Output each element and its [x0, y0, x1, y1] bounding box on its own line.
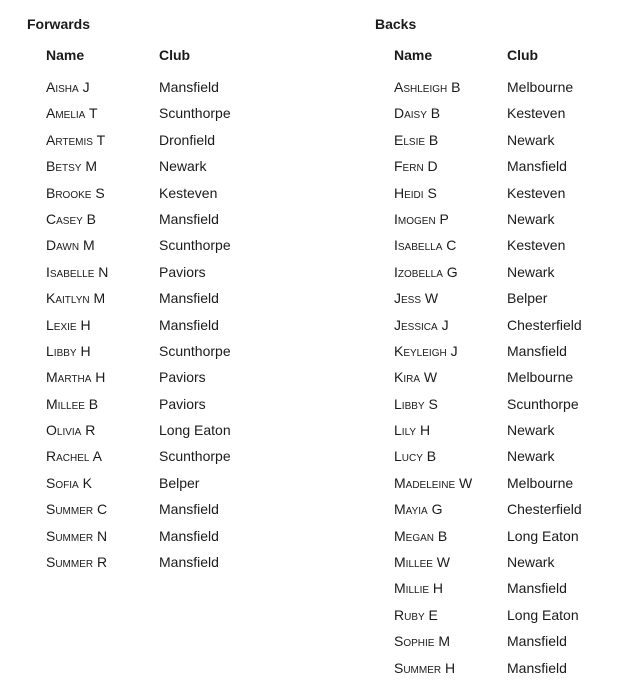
- player-row: [375, 288, 635, 314]
- player-club: Scunthorpe: [159, 342, 231, 359]
- player-row: [375, 77, 635, 103]
- player-row: [375, 367, 635, 393]
- player-club: Newark: [507, 422, 555, 439]
- forwards-name-header: Name: [46, 47, 85, 63]
- player-club: Melbourne: [507, 474, 574, 491]
- player-club: Dronfield: [159, 131, 216, 148]
- player-name: Summer N: [46, 527, 108, 544]
- player-name: Casey B: [46, 210, 97, 227]
- player-club: Mansfield: [507, 580, 567, 597]
- player-name: Libby S: [394, 395, 438, 412]
- player-row: [375, 578, 635, 604]
- forwards-title: Forwards: [27, 16, 91, 32]
- player-club: Mansfield: [159, 79, 219, 95]
- player-club: Mansfield: [159, 210, 219, 227]
- player-name: Isabelle N: [46, 263, 109, 280]
- player-name: Betsy M: [46, 158, 98, 175]
- player-name: Keyleigh J: [394, 342, 458, 359]
- player-club: Mansfield: [507, 342, 567, 359]
- player-club: Mansfield: [507, 158, 567, 175]
- backs-name-header: Name: [394, 47, 433, 63]
- player-row: [375, 156, 635, 182]
- player-club: Newark: [507, 131, 555, 148]
- player-row: [27, 77, 287, 103]
- player-name: Daisy B: [394, 105, 441, 122]
- player-name: Ashleigh B: [394, 79, 461, 95]
- player-club: Kesteven: [159, 184, 218, 201]
- player-name: Lily H: [394, 422, 431, 439]
- player-row: [375, 209, 635, 235]
- forwards-club-header: Club: [159, 47, 191, 63]
- player-club: Melbourne: [507, 369, 574, 386]
- player-name: Sofia K: [46, 474, 92, 491]
- backs-list: [375, 77, 635, 684]
- player-club: Long Eaton: [159, 422, 231, 439]
- player-name: Summer R: [46, 554, 108, 571]
- player-name: Fern D: [394, 158, 438, 175]
- player-row: [27, 420, 287, 446]
- player-row: [27, 367, 287, 393]
- player-name: Millee B: [46, 395, 99, 412]
- player-name: Izobella G: [394, 263, 458, 280]
- player-row: [375, 103, 635, 129]
- player-name: Elsie B: [394, 131, 439, 148]
- player-club: Mansfield: [507, 633, 567, 650]
- player-row: [375, 552, 635, 578]
- player-name: Summer C: [46, 501, 108, 518]
- player-club: Kesteven: [507, 237, 566, 254]
- player-row: [27, 183, 287, 209]
- player-club: Mansfield: [159, 527, 219, 544]
- player-row: [375, 526, 635, 552]
- player-name: Madeleine W: [394, 474, 473, 491]
- player-club: Scunthorpe: [159, 105, 231, 122]
- player-row: [27, 262, 287, 288]
- player-name: Jessica J: [394, 316, 449, 333]
- player-name: Millie H: [394, 580, 444, 597]
- player-row: [27, 473, 287, 499]
- player-club: Scunthorpe: [159, 237, 231, 254]
- player-club: Mansfield: [159, 290, 219, 307]
- player-club: Melbourne: [507, 79, 574, 95]
- player-name: Aisha J: [46, 79, 90, 95]
- player-name: Artemis T: [46, 131, 106, 148]
- player-name: Lucy B: [394, 448, 437, 465]
- player-row: [27, 156, 287, 182]
- player-name: Libby H: [46, 342, 91, 359]
- player-club: Long Eaton: [507, 527, 579, 544]
- player-club: Chesterfield: [507, 501, 582, 518]
- player-name: Brooke S: [46, 184, 105, 201]
- backs-club-header: Club: [507, 47, 539, 63]
- player-club: Newark: [159, 158, 207, 175]
- player-club: Kesteven: [507, 184, 566, 201]
- player-club: Paviors: [159, 395, 206, 412]
- player-row: [375, 658, 635, 684]
- player-name: Ruby E: [394, 606, 438, 623]
- player-row: [375, 473, 635, 499]
- player-club: Mansfield: [159, 554, 219, 571]
- player-club: Long Eaton: [507, 606, 579, 623]
- player-name: Kaitlyn M: [46, 290, 106, 307]
- player-row: [27, 394, 287, 420]
- player-club: Belper: [507, 290, 548, 307]
- player-name: Olivia R: [46, 422, 96, 439]
- player-club: Paviors: [159, 263, 206, 280]
- player-row: [375, 446, 635, 472]
- player-row: [375, 499, 635, 525]
- player-row: [375, 315, 635, 341]
- player-club: Scunthorpe: [159, 448, 231, 465]
- player-row: [27, 130, 287, 156]
- player-row: [375, 262, 635, 288]
- forwards-list: [27, 77, 287, 578]
- player-row: [375, 394, 635, 420]
- backs-title: Backs: [375, 16, 417, 32]
- player-club: Newark: [507, 263, 555, 280]
- player-row: [27, 315, 287, 341]
- player-row: [375, 605, 635, 631]
- player-row: [27, 103, 287, 129]
- player-name: Martha H: [46, 369, 106, 386]
- player-name: Isabella C: [394, 237, 457, 254]
- player-club: Paviors: [159, 369, 206, 386]
- player-name: Mayia G: [394, 501, 443, 518]
- player-row: [375, 631, 635, 657]
- player-row: [27, 552, 287, 578]
- player-club: Newark: [507, 210, 555, 227]
- player-club: Newark: [507, 448, 555, 465]
- player-club: Mansfield: [159, 501, 219, 518]
- player-name: Jess W: [394, 290, 439, 307]
- player-row: [375, 235, 635, 261]
- player-row: [27, 235, 287, 261]
- player-row: [375, 130, 635, 156]
- player-name: Rachel A: [46, 448, 102, 465]
- player-name: Heidi S: [394, 184, 437, 201]
- player-row: [27, 209, 287, 235]
- player-name: Summer H: [394, 659, 456, 676]
- player-name: Lexie H: [46, 316, 91, 333]
- player-club: Mansfield: [507, 659, 567, 676]
- player-name: Sophie M: [394, 633, 451, 650]
- player-row: [27, 341, 287, 367]
- player-club: Mansfield: [159, 316, 219, 333]
- player-row: [27, 446, 287, 472]
- player-name: Megan B: [394, 527, 448, 544]
- player-club: Belper: [159, 474, 200, 491]
- player-row: [375, 341, 635, 367]
- player-name: Amelia T: [46, 105, 98, 122]
- player-club: Kesteven: [507, 105, 566, 122]
- player-row: [27, 288, 287, 314]
- player-name: Kira W: [394, 369, 438, 386]
- player-row: [375, 183, 635, 209]
- player-name: Millee W: [394, 554, 451, 571]
- player-club: Scunthorpe: [507, 395, 579, 412]
- player-club: Chesterfield: [507, 316, 582, 333]
- player-name: Imogen P: [394, 210, 449, 227]
- player-name: Dawn M: [46, 237, 95, 254]
- player-row: [27, 526, 287, 552]
- player-row: [27, 499, 287, 525]
- player-club: Newark: [507, 554, 555, 571]
- player-row: [375, 420, 635, 446]
